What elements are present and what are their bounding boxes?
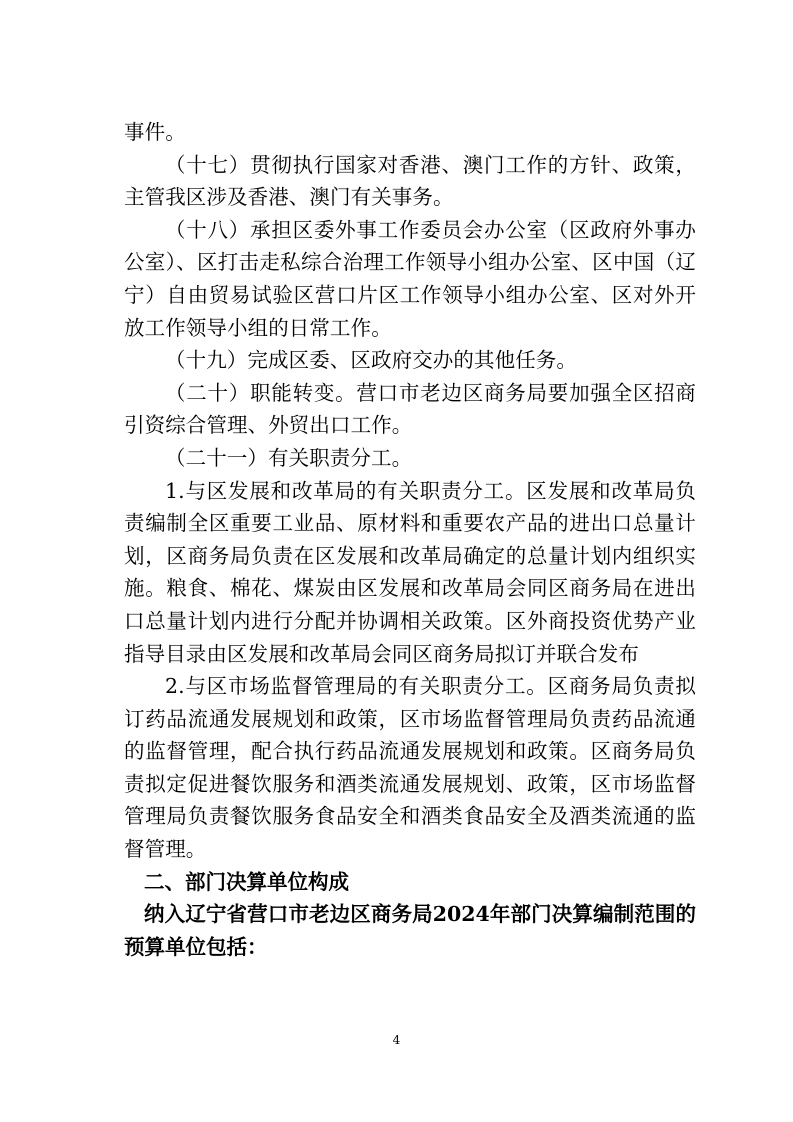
paragraph-item-17: （十七）贯彻执行国家对香港、澳门工作的方针、政策，主管我区涉及香港、澳门有关事务。: [124, 152, 696, 210]
page-number: 4: [392, 1033, 401, 1047]
paragraph-item-20: （二十）职能转变。营口市老边区商务局要加强全区招商引资综合管理、外贸出口工作。: [124, 380, 696, 438]
paragraph-item-19: （十九）完成区委、区政府交办的其他任务。: [165, 348, 577, 373]
document-body: [124, 116, 696, 963]
paragraph-item-18: （十八）承担区委外事工作委员会办公室（区政府外事办公室）、区打击走私综合治理工作领导小组办公室、区中国（辽宁）自由贸易试验区营口片区工作领导小组办公室、区对外开放工作领导小组的日常工作。: [124, 217, 696, 340]
paragraph-item-21: （二十一）有关职责分工。: [165, 445, 413, 470]
paragraph-division-2: 2.与区市场监督管理局的有关职责分工。区商务局负责拟订药品流通发展规划和政策，区市场监督管理局负责药品流通的监督管理，配合执行药品流通发展规划和政策。区商务局负责拟定促进餐饮服务和酒类流通发展规划、政策，区市场监督管理局负责餐饮服务食品安全和酒类食品安全及酒类流通的监督管理。: [124, 674, 696, 862]
paragraph-continuation: 事件。: [124, 120, 186, 144]
paragraph-division-1: 1.与区发展和改革局的有关职责分工。区发展和改革局负责编制全区重要工业品、原材料和重要农产品的进出口总量计划，区商务局负责在区发展和改革局确定的总量计划内组织实施。粮食、棉花、煤炭由区发展和改革局会同区商务局在进出口总量计划内进行分配并协调相关政策。区外商投资优势产业指导目录由区发展和改革局会同区商务局拟订并联合发布: [124, 478, 696, 666]
section-heading: 二、部门决算单位构成: [144, 869, 349, 894]
bold-paragraph: 纳入辽宁省营口市老边区商务局2024年部门决算编制范围的预算单位包括：: [124, 902, 696, 959]
